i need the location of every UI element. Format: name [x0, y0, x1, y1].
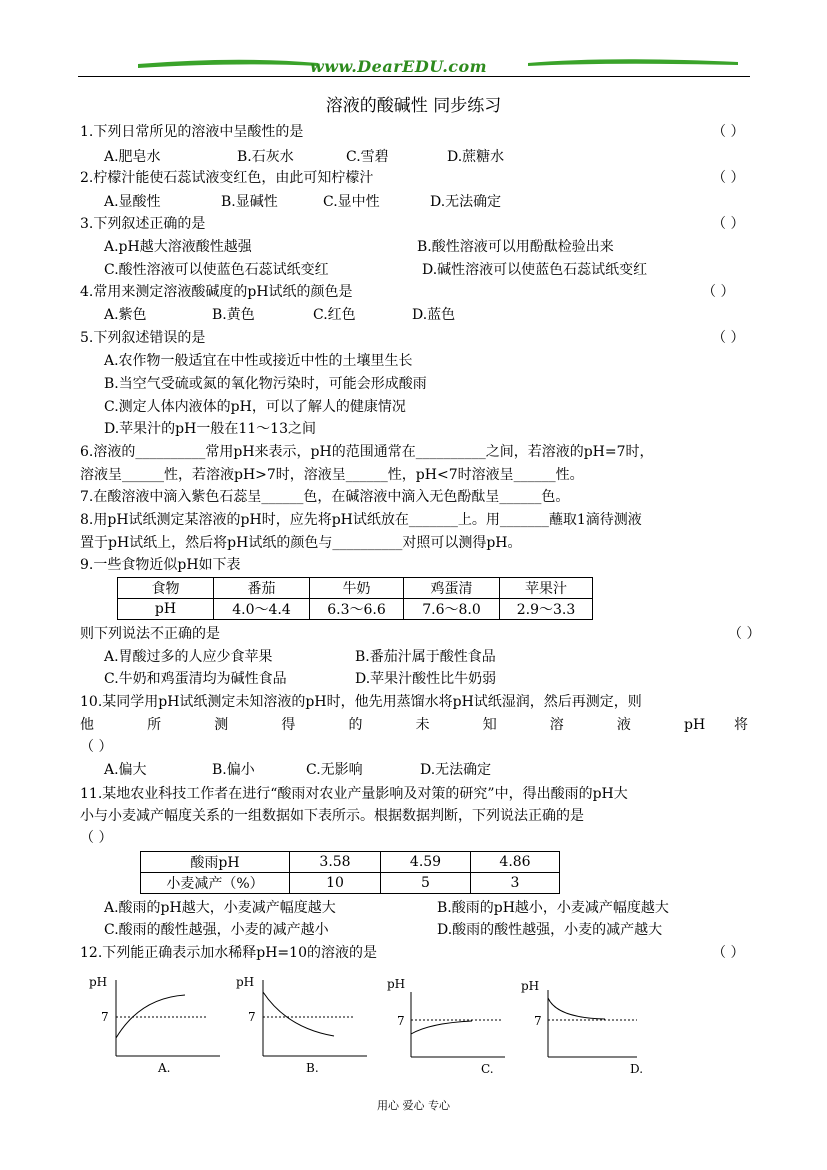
graph-b-label: B.	[306, 1061, 319, 1075]
table-cell: 鸡蛋清	[404, 578, 500, 599]
q4-answer-paren: （ ）	[702, 284, 735, 300]
graph-a-ref-label: 7	[101, 1010, 109, 1024]
graph-b-ylabel: pH	[236, 975, 255, 989]
graph-d-curve	[548, 998, 605, 1019]
site-header	[78, 50, 750, 78]
table-cell: 3	[471, 873, 560, 894]
table-cell: 苹果汁	[500, 578, 593, 599]
q1-option-d: D.蔗糖水	[447, 149, 505, 165]
graph-b	[232, 968, 372, 1080]
q4-option-a: A.紫色	[104, 307, 147, 323]
graph-b-curve	[263, 992, 334, 1036]
graph-d-ref-label: 7	[534, 1014, 542, 1028]
q11-answer-paren: （ ）	[80, 830, 113, 846]
q10-option-a: A.偏大	[104, 762, 147, 778]
q2-answer-paren: （ ）	[712, 170, 745, 186]
table-cell: 7.6～8.0	[404, 599, 500, 620]
q12-stem: 12.下列能正确表示加水稀释pH=10的溶液的是	[80, 945, 377, 961]
table-cell: 2.9～3.3	[500, 599, 593, 620]
q9-option-d: D.苹果汁酸性比牛奶弱	[355, 671, 497, 687]
q10-option-b: B.偏小	[212, 762, 255, 778]
graph-c-ylabel: pH	[387, 977, 406, 991]
table-cell: 牛奶	[310, 578, 404, 599]
q3-option-b: B.酸性溶液可以用酚酞检验出来	[417, 239, 614, 255]
page-footer: 用心 爱心 专心	[377, 1099, 450, 1112]
q10-answer-paren: （ ）	[80, 739, 113, 755]
food-ph-table	[117, 577, 593, 620]
q9-option-c: C.牛奶和鸡蛋清均为碱性食品	[104, 671, 287, 687]
q1-stem: 1.下列日常所见的溶液中呈酸性的是	[80, 124, 304, 140]
q3-option-c: C.酸性溶液可以使蓝色石蕊试纸变红	[104, 262, 329, 278]
table-cell: 番茄	[214, 578, 310, 599]
q5-stem: 5.下列叙述错误的是	[80, 330, 206, 346]
acid-rain-table	[140, 851, 560, 894]
graph-a-ylabel: pH	[89, 975, 108, 989]
q2-option-a: A.显酸性	[104, 194, 161, 210]
q4-option-b: B.黄色	[212, 307, 255, 323]
table-row	[141, 852, 560, 873]
q5-answer-paren: （ ）	[712, 330, 745, 346]
graph-a-label: A.	[158, 1061, 171, 1075]
graph-d-ylabel: pH	[521, 979, 540, 993]
q1-answer-paren: （ ）	[712, 124, 745, 140]
q2-option-d: D.无法确定	[430, 194, 502, 210]
q10-option-d: D.无法确定	[420, 762, 492, 778]
table-row	[118, 599, 593, 620]
q4-option-c: C.红色	[313, 307, 356, 323]
q11-line-2: 小与小麦减产幅度关系的一组数据如下表所示。根据数据判断，下列说法正确的是	[80, 808, 584, 824]
q1-option-b: B.石灰水	[237, 149, 294, 165]
q11-line-1: 11.某地农业科技工作者在进行“酸雨对农业产量影响及对策的研究”中，得出酸雨的pH大	[80, 786, 628, 802]
q1-option-c: C.雪碧	[346, 149, 389, 165]
table-cell: 3.58	[290, 852, 381, 873]
q8-line-2: 置于pH试纸上，然后将pH试纸的颜色与__________对照可以测得pH。	[80, 535, 522, 551]
table-cell: 4.0～4.4	[214, 599, 310, 620]
q8-line-1: 8.用pH试纸测定某溶液的pH时，应先将pH试纸放在_______上。用_______蘸取1滴待测液	[80, 512, 642, 528]
site-logo-text: www.DearEDU.com	[310, 57, 488, 76]
table-cell: pH	[118, 599, 214, 620]
q3-answer-paren: （ ）	[712, 216, 745, 232]
q4-option-d: D.蓝色	[412, 307, 456, 323]
q1-option-a: A.肥皂水	[104, 149, 161, 165]
graph-c-label: C.	[481, 1062, 494, 1076]
q2-option-b: B.显碱性	[221, 194, 278, 210]
q3-option-d: D.碱性溶液可以使蓝色石蕊试纸变红	[422, 262, 648, 278]
graph-c-curve	[411, 1021, 472, 1034]
q9-answer-paren: （ ）	[728, 626, 761, 642]
graph-c-ref-label: 7	[397, 1014, 405, 1028]
q3-stem: 3.下列叙述正确的是	[80, 216, 206, 232]
q2-stem: 2.柠檬汁能使石蕊试液变红色，由此可知柠檬汁	[80, 170, 374, 186]
q7-line-1: 7.在酸溶液中滴入紫色石蕊呈______色，在碱溶液中滴入无色酚酞呈______色。	[80, 489, 570, 505]
table-cell: 10	[290, 873, 381, 894]
q9-ask: 则下列说法不正确的是	[80, 626, 220, 642]
q5-option-c: C.测定人体内液体的pH，可以了解人的健康情况	[104, 399, 406, 415]
graph-d	[517, 968, 657, 1080]
header-divider	[78, 76, 750, 77]
q3-option-a: A.pH越大溶液酸性越强	[104, 239, 252, 255]
table-cell: 酸雨pH	[141, 852, 290, 873]
table-cell: 4.59	[381, 852, 471, 873]
q10-line-2: 他 所 测 得 的 未 知 溶 液 pH 将	[80, 717, 748, 733]
table-cell: 食物	[118, 578, 214, 599]
q11-option-b: B.酸雨的pH越小，小麦减产幅度越大	[437, 900, 669, 916]
table-cell: 5	[381, 873, 471, 894]
table-row	[141, 873, 560, 894]
graph-a	[85, 968, 225, 1080]
q12-answer-paren: （ ）	[712, 945, 745, 961]
q9-option-b: B.番茄汁属于酸性食品	[355, 649, 496, 665]
q5-option-a: A.农作物一般适宜在中性或接近中性的土壤里生长	[104, 353, 413, 369]
table-cell: 小麦减产（%）	[141, 873, 290, 894]
q6-line-1: 6.溶液的__________常用pH来表示，pH的范围通常在__________之间，若溶液的pH=7时，	[80, 444, 654, 460]
q9-stem: 9.一些食物近似pH如下表	[80, 557, 241, 573]
q4-stem: 4.常用来测定溶液酸碱度的pH试纸的颜色是	[80, 284, 353, 300]
graph-d-label: D.	[630, 1062, 644, 1076]
q9-option-a: A.胃酸过多的人应少食苹果	[104, 649, 273, 665]
q2-option-c: C.显中性	[323, 194, 380, 210]
graph-b-ref-label: 7	[248, 1010, 256, 1024]
table-cell: 6.3～6.6	[310, 599, 404, 620]
page-title: 溶液的酸碱性 同步练习	[325, 96, 502, 116]
q10-line-1: 10.某同学用pH试纸测定未知溶液的pH时，他先用蒸馏水将pH试纸湿润，然后再测定，则	[80, 694, 642, 710]
table-row	[118, 578, 593, 599]
q5-option-b: B.当空气受硫或氮的氧化物污染时，可能会形成酸雨	[104, 376, 427, 392]
q6-line-2: 溶液呈______性，若溶液pH>7时，溶液呈______性，pH<7时溶液呈______性。	[80, 467, 584, 483]
table-cell: 4.86	[471, 852, 560, 873]
graph-a-curve	[116, 995, 185, 1038]
q10-option-c: C.无影响	[306, 762, 363, 778]
q5-option-d: D.苹果汁的pH一般在11～13之间	[104, 421, 316, 437]
graph-c	[380, 968, 520, 1080]
q11-option-c: C.酸雨的酸性越强，小麦的减产越小	[104, 922, 329, 938]
q11-option-d: D.酸雨的酸性越强，小麦的减产越大	[437, 922, 663, 938]
q11-option-a: A.酸雨的pH越大，小麦减产幅度越大	[104, 900, 336, 916]
